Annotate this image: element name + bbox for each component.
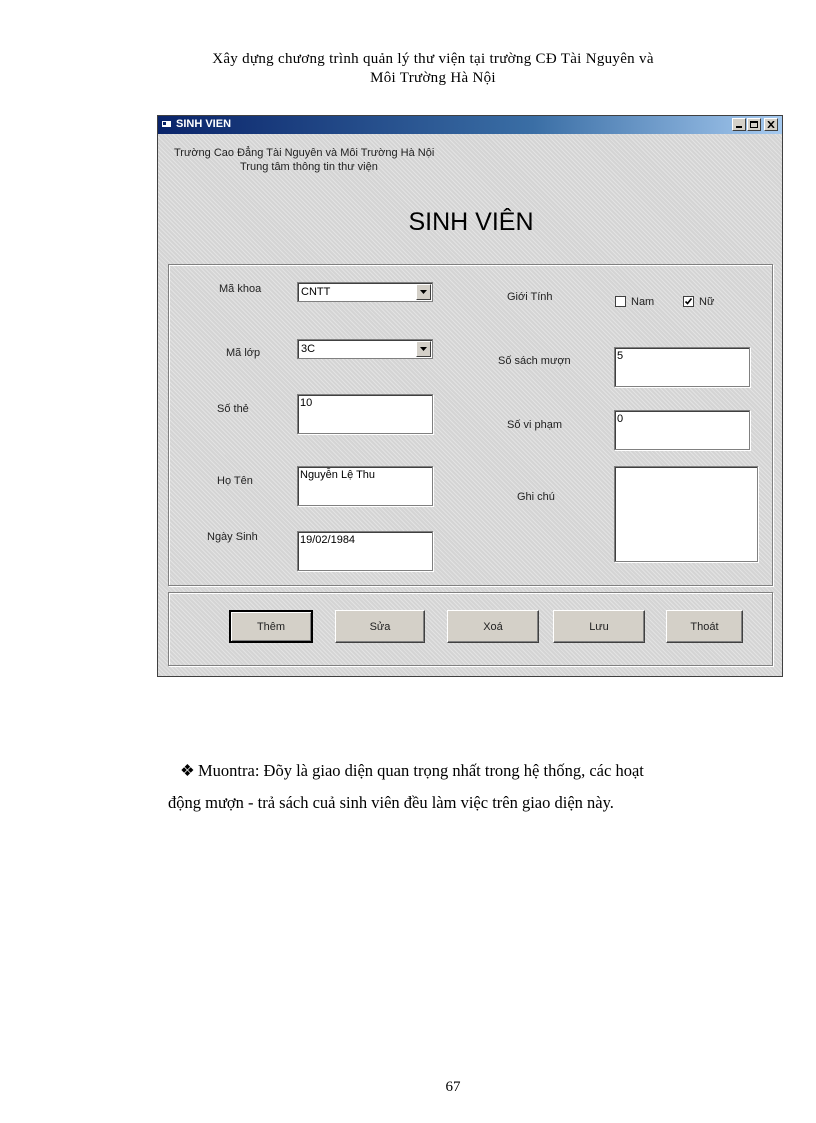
minimize-icon xyxy=(735,121,743,128)
so-sach-muon-label: Số sách mượn xyxy=(498,355,571,367)
nam-checkbox[interactable] xyxy=(615,296,626,307)
ma-khoa-dropdown-button[interactable] xyxy=(416,284,431,300)
ma-lop-value: 3C xyxy=(301,343,316,355)
maximize-button[interactable] xyxy=(747,118,761,131)
sinh-vien-window xyxy=(157,115,783,677)
note-line-1 xyxy=(168,755,758,787)
ma-lop-label: Mã lớp xyxy=(226,347,261,359)
window-title: SINH VIEN xyxy=(176,118,232,130)
thoat-button[interactable]: Thoát xyxy=(666,610,743,643)
ma-lop-dropdown-button[interactable] xyxy=(416,341,431,357)
so-the-value: 10 xyxy=(300,397,313,409)
so-the-label: Số thẻ xyxy=(217,403,249,415)
action-buttons-group xyxy=(168,592,773,666)
page-number xyxy=(0,1079,816,1096)
ghi-chu-label: Ghi chú xyxy=(517,491,555,503)
gioi-tinh-label: Giới Tính xyxy=(507,291,553,303)
ngay-sinh-label: Ngày Sinh xyxy=(207,531,258,543)
luu-button[interactable]: Lưu xyxy=(553,610,645,643)
description-paragraph xyxy=(168,755,758,819)
so-sach-muon-value: 5 xyxy=(617,350,624,362)
title-bar[interactable] xyxy=(158,116,782,134)
form-title: SINH VIÊN xyxy=(408,208,534,236)
nu-checkbox[interactable] xyxy=(683,296,694,307)
xoa-button[interactable]: Xoá xyxy=(447,610,539,643)
close-button[interactable] xyxy=(764,118,778,131)
ma-khoa-label: Mã khoa xyxy=(219,283,262,295)
nam-label: Nam xyxy=(631,296,655,308)
page-number-text: 67 xyxy=(445,1079,461,1095)
ho-ten-label: Họ Tên xyxy=(217,475,253,487)
document-header xyxy=(0,50,816,88)
note-line-1-text: Muontra: Đõy là giao diện quan trọng nhất trong hệ thống, các hoạt xyxy=(198,761,644,780)
check-icon xyxy=(684,297,693,306)
ho-ten-input[interactable] xyxy=(297,466,433,506)
ho-ten-value: Nguyễn Lệ Thu xyxy=(300,469,376,481)
ma-khoa-value: CNTT xyxy=(301,286,331,298)
minimize-button[interactable] xyxy=(732,118,746,131)
student-fields-group xyxy=(168,264,773,586)
school-name: Trường Cao Đẳng Tài Nguyên và Môi Trường Hà Nội xyxy=(174,147,435,159)
ngay-sinh-value: 19/02/1984 xyxy=(300,534,356,546)
library-center-name: Trung tâm thông tin thư viện xyxy=(240,161,378,173)
them-button[interactable]: Thêm xyxy=(229,610,313,643)
close-icon xyxy=(767,121,775,128)
diamond-bullet-icon: ❖ xyxy=(180,761,195,780)
ma-lop-combo[interactable] xyxy=(297,339,433,359)
app-icon xyxy=(162,120,171,128)
header-line-2: Môi Trường Hà Nội xyxy=(370,70,496,86)
ma-khoa-combo[interactable] xyxy=(297,282,433,302)
chevron-down-icon xyxy=(420,290,427,294)
nu-label: Nữ xyxy=(699,296,715,308)
so-vi-pham-input[interactable] xyxy=(614,410,750,450)
so-vi-pham-value: 0 xyxy=(617,413,624,425)
so-the-input[interactable] xyxy=(297,394,433,434)
header-line-1: Xây dựng chương trình quản lý thư viện tại trường CĐ Tài Nguyên và xyxy=(212,51,654,67)
sua-button[interactable]: Sửa xyxy=(335,610,425,643)
so-vi-pham-label: Số vi phạm xyxy=(507,419,563,431)
maximize-icon xyxy=(750,121,758,128)
ghi-chu-textarea[interactable] xyxy=(614,466,758,562)
chevron-down-icon xyxy=(420,347,427,351)
ngay-sinh-input[interactable] xyxy=(297,531,433,571)
note-line-2: động mượn - trả sách cuả sinh viên đều làm việc trên giao diện này. xyxy=(168,793,614,812)
so-sach-muon-input[interactable] xyxy=(614,347,750,387)
